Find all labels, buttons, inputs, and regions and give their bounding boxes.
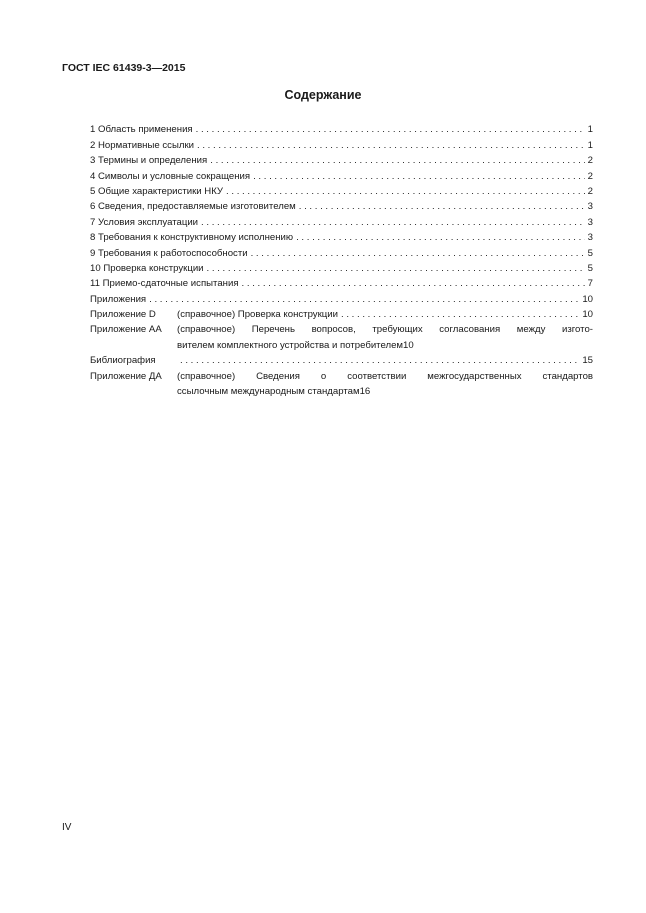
toc-entry-label: 6 Сведения, предоставляемые изготовителем (90, 201, 296, 213)
toc-entry-appendix-aa[interactable] (90, 320, 593, 335)
toc-entry-label: Приложения (90, 293, 147, 305)
toc-entry-label: 3 Термины и определения (90, 155, 208, 167)
toc-entry[interactable] (90, 289, 593, 304)
leader-dots (253, 171, 585, 182)
toc-title: Содержание (284, 88, 362, 102)
toc-entry-page: 3 (587, 201, 593, 213)
appendix-da-label: Приложение ДА (90, 370, 162, 382)
bibliography-page: 15 (582, 355, 593, 367)
toc-entry-page: 5 (587, 262, 593, 274)
toc-entry-label: 8 Требования к конструктивному исполнению (90, 232, 294, 244)
toc-entry-label: 5 Общие характеристики НКУ (90, 185, 224, 197)
appendix-da-page: 16 (359, 386, 371, 398)
leader-dots (197, 140, 585, 151)
toc-entry-page: 3 (587, 216, 593, 228)
appendix-da-line1: (справочное) Сведения о соответствии межгосударственных стандартов (177, 370, 593, 382)
leader-dots (196, 124, 585, 135)
leader-dots (210, 155, 584, 166)
toc-entry-page: 5 (587, 247, 593, 259)
toc-entry[interactable] (90, 228, 593, 243)
toc-entry-page: 2 (587, 185, 593, 197)
toc-entry-label: 1 Область применения (90, 124, 193, 136)
toc-entry-page: 10 (582, 293, 593, 305)
table-of-contents (90, 120, 593, 397)
toc-entry-label: 10 Проверка конструкции (90, 262, 204, 274)
appendix-aa-line1: (справочное) Перечень вопросов, требующих согласования между изгото- (177, 324, 593, 336)
leader-dots (251, 248, 585, 259)
toc-entry[interactable] (90, 120, 593, 135)
appendix-da-line2: ссылочным международным стандартам (177, 386, 360, 398)
toc-entry[interactable] (90, 197, 593, 212)
bibliography-label: Библиография (90, 355, 156, 367)
toc-entry-appendix-aa-cont[interactable] (90, 335, 593, 350)
leader-dots (299, 201, 585, 212)
toc-entry[interactable] (90, 182, 593, 197)
toc-entry-appendix-da[interactable] (90, 366, 593, 381)
toc-entry-label: 7 Условия эксплуатации (90, 216, 199, 228)
leader-dots (207, 263, 585, 274)
toc-entry-appendix-da-cont[interactable] (90, 382, 593, 397)
toc-entry-page: 2 (587, 170, 593, 182)
appendix-aa-label: Приложение АА (90, 324, 162, 336)
toc-entry[interactable] (90, 212, 593, 227)
toc-entry-page: 7 (587, 278, 593, 290)
toc-entry-page: 1 (587, 139, 593, 151)
appendix-d-page: 10 (582, 309, 593, 321)
toc-entry-page: 2 (587, 155, 593, 167)
appendix-aa-page: 10 (403, 339, 414, 351)
leader-dots (296, 232, 585, 243)
toc-entry-label: 9 Требования к работоспособности (90, 247, 248, 259)
toc-entry-label: 2 Нормативные ссылки (90, 139, 195, 151)
toc-entry-page: 3 (587, 232, 593, 244)
toc-entry-label: 4 Символы и условные сокращения (90, 170, 251, 182)
toc-entry-appendix-d[interactable] (90, 305, 593, 320)
leader-dots (226, 186, 585, 197)
leader-dots (341, 309, 579, 320)
appendix-d-text: (справочное) Проверка конструкции (177, 309, 338, 321)
document-code: ГОСТ IEC 61439-3—2015 (62, 62, 186, 74)
toc-entry[interactable] (90, 151, 593, 166)
toc-entry[interactable] (90, 259, 593, 274)
leader-dots (180, 355, 579, 366)
appendix-d-label: Приложение D (90, 309, 156, 321)
page-number: IV (62, 822, 72, 833)
toc-entry[interactable] (90, 243, 593, 258)
toc-entry[interactable] (90, 274, 593, 289)
toc-entry-page: 1 (587, 124, 593, 136)
toc-entry-label: 11 Приемо-сдаточные испытания (90, 278, 239, 290)
appendix-aa-line2: вителем комплектного устройства и потребителем (177, 339, 404, 351)
leader-dots (242, 278, 585, 289)
toc-entry[interactable] (90, 135, 593, 150)
leader-dots (149, 294, 579, 305)
toc-entry-bibliography[interactable] (90, 351, 593, 366)
leader-dots (201, 217, 585, 228)
toc-entry[interactable] (90, 166, 593, 181)
